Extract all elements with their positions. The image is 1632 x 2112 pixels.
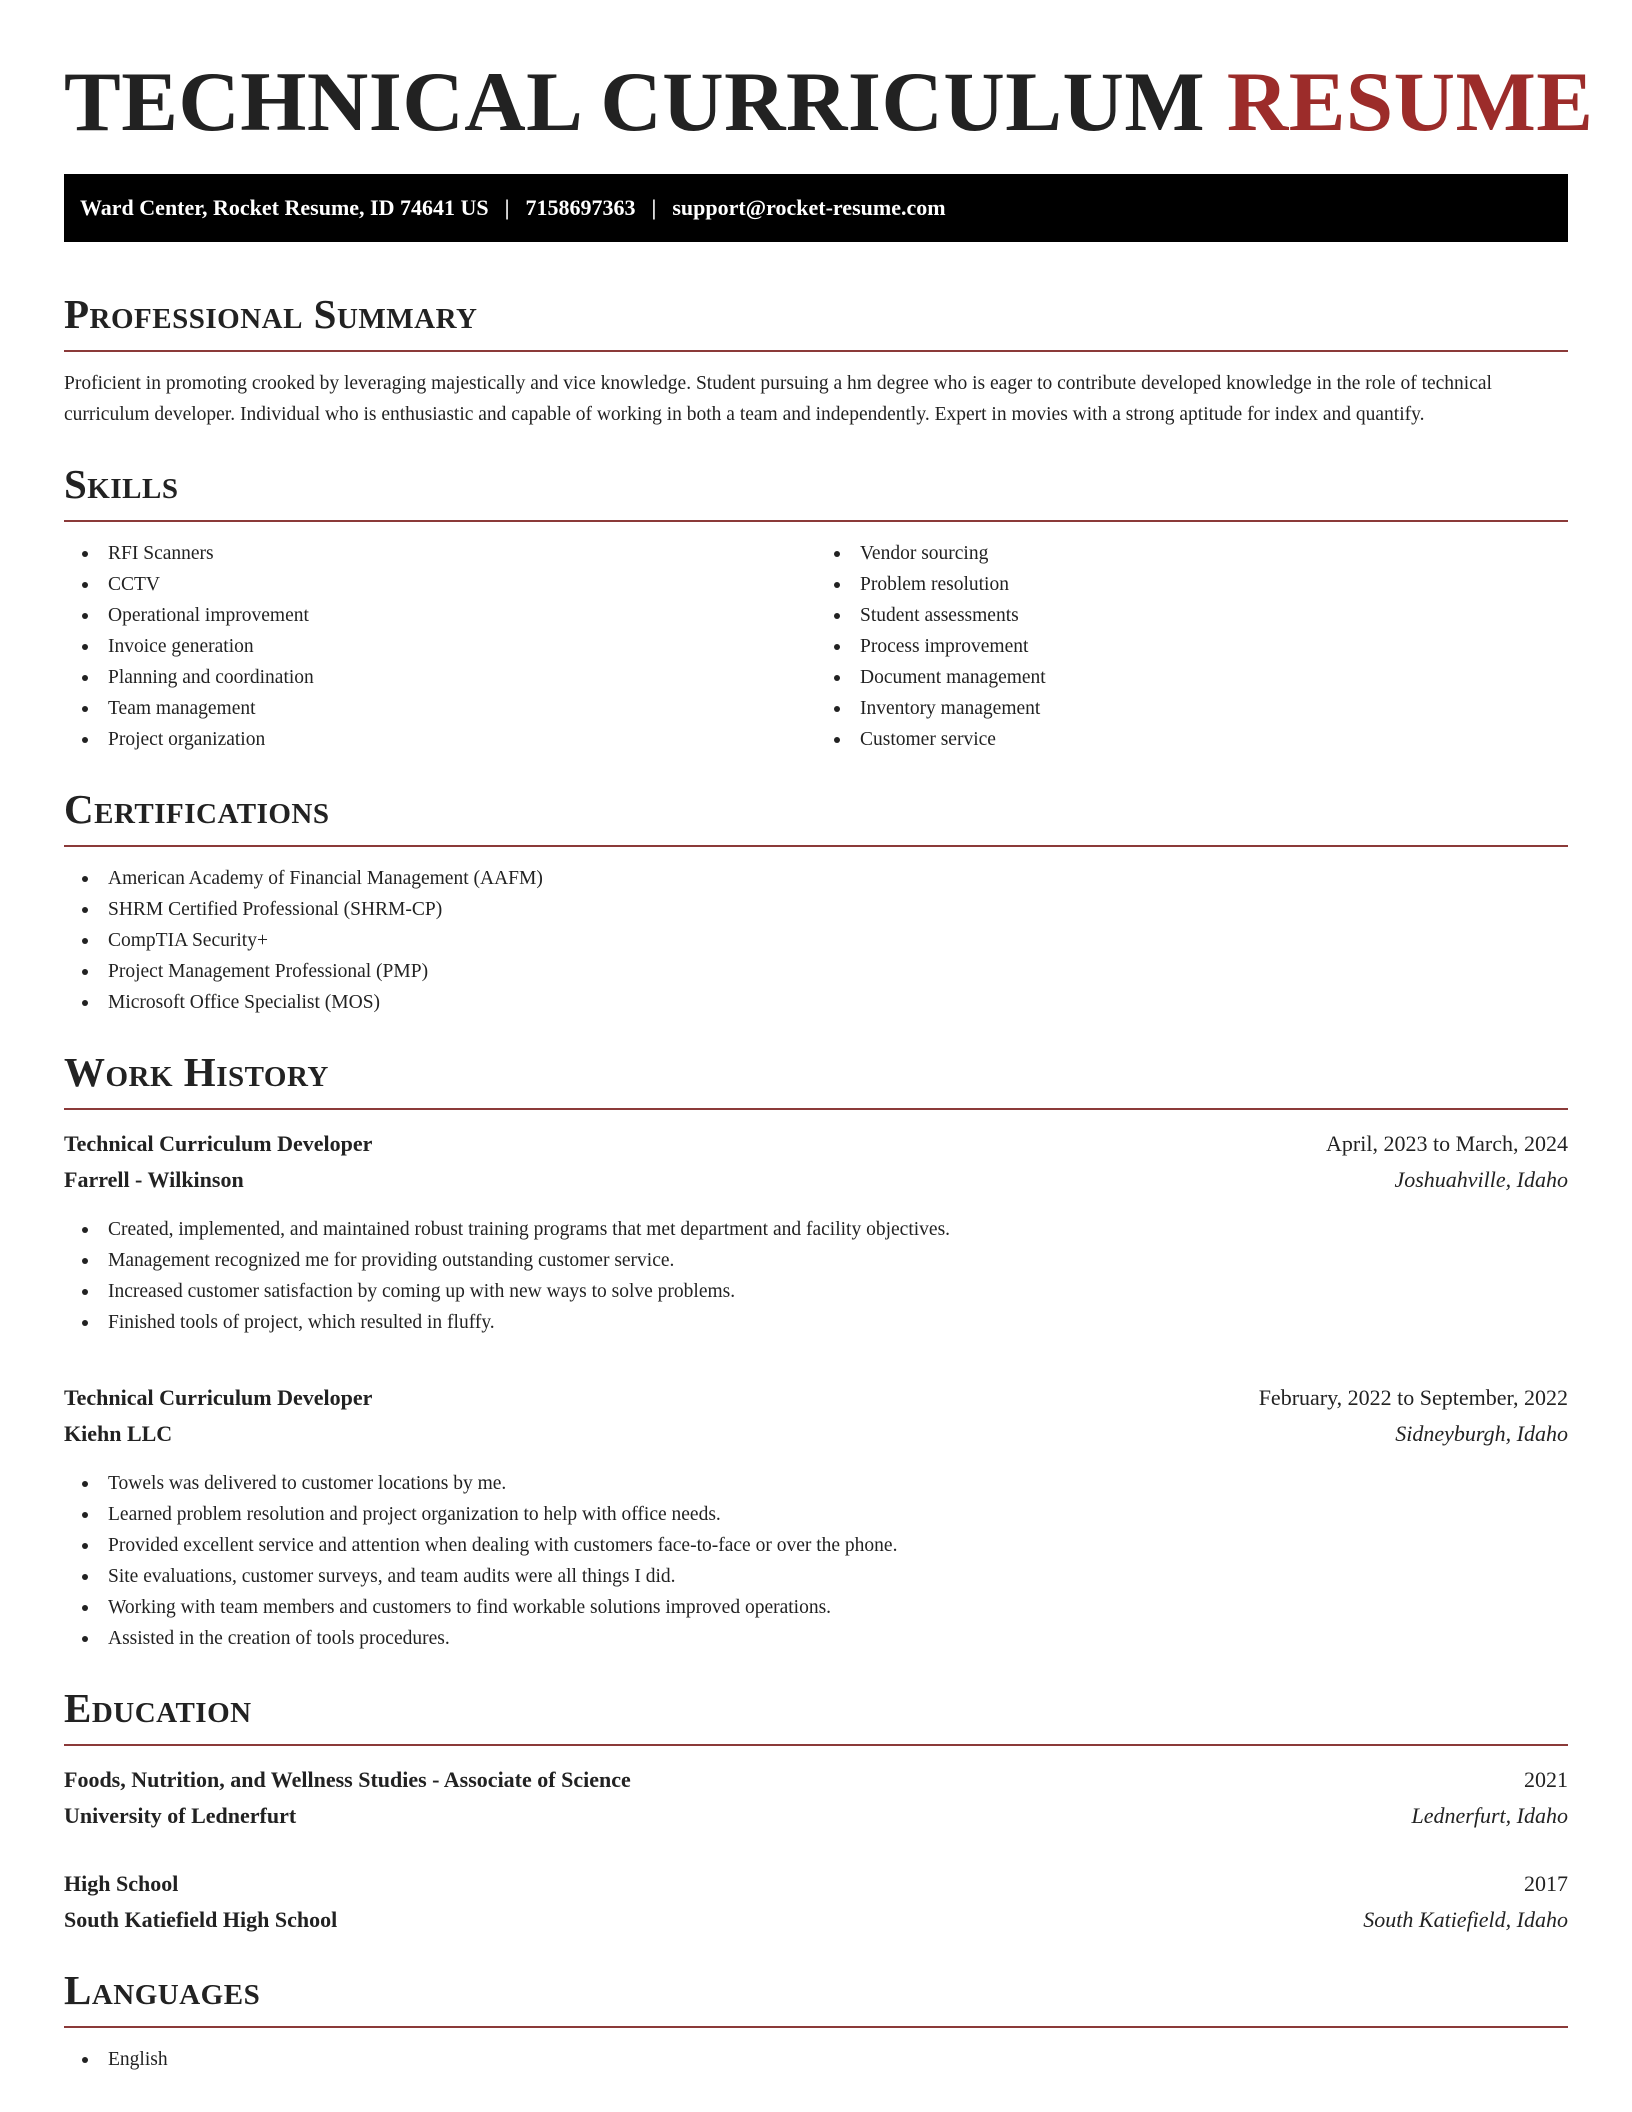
job-title: Technical Curriculum Developer (64, 1385, 373, 1410)
skill-item: Student assessments (816, 600, 1568, 631)
job-bullet: Increased customer satisfaction by coming up with new ways to solve problems. (64, 1276, 1568, 1307)
contact-separator: | (504, 195, 510, 220)
education-year: 2021 (1524, 1767, 1568, 1792)
education-section (64, 1684, 1568, 1938)
education-location: South Katiefield, Idaho (1363, 1907, 1568, 1932)
education-degree: High School (64, 1871, 179, 1896)
skills-grid (64, 522, 1568, 755)
job-dates: February, 2022 to September, 2022 (1258, 1385, 1568, 1410)
summary-heading: Professional Summary (64, 291, 478, 337)
job-location: Sidneyburgh, Idaho (1395, 1421, 1568, 1446)
skill-item: Customer service (816, 724, 1568, 755)
skill-item: Invoice generation (64, 631, 816, 662)
languages-heading: Languages (64, 1967, 261, 2013)
skill-item: Operational improvement (64, 600, 816, 631)
contact-separator: | (651, 195, 657, 220)
job-company-row (64, 1162, 1568, 1198)
job-location: Joshuahville, Idaho (1394, 1167, 1568, 1192)
certification-item: CompTIA Security+ (64, 925, 1568, 956)
skill-item: Process improvement (816, 631, 1568, 662)
work-history-heading: Work History (64, 1049, 329, 1095)
education-school-row (64, 1902, 1568, 1938)
job-bullet: Assisted in the creation of tools procedures. (64, 1623, 1568, 1654)
education-entry (64, 1762, 1568, 1834)
job-company: Kiehn LLC (64, 1421, 173, 1446)
skills-heading: Skills (64, 461, 179, 507)
skill-item: RFI Scanners (64, 538, 816, 569)
job-bullet: Finished tools of project, which resulted in fluffy. (64, 1307, 1568, 1338)
resume-title-main: TECHNICAL CURRICULUM (64, 55, 1206, 149)
job-bullet: Towels was delivered to customer locations by me. (64, 1468, 1568, 1499)
skills-section (64, 460, 1568, 755)
resume-title-accent: RESUME (1226, 55, 1594, 149)
job-title: Technical Curriculum Developer (64, 1131, 373, 1156)
skill-item: Team management (64, 693, 816, 724)
education-school: South Katiefield High School (64, 1907, 338, 1932)
certifications-heading: Certifications (64, 786, 330, 832)
summary-section (64, 290, 1568, 430)
section-divider (64, 2026, 1568, 2028)
job-company-row (64, 1416, 1568, 1452)
education-location: Lednerfurt, Idaho (1411, 1803, 1568, 1828)
skill-item: Vendor sourcing (816, 538, 1568, 569)
education-entry (64, 1866, 1568, 1938)
job-bullet: Provided excellent service and attention when dealing with customers face-to-face or over the phone. (64, 1530, 1568, 1561)
certification-item: SHRM Certified Professional (SHRM-CP) (64, 894, 1568, 925)
certifications-section (64, 785, 1568, 1018)
languages-section (64, 1966, 1568, 2075)
section-divider (64, 350, 1568, 352)
job-bullet: Working with team members and customers to find workable solutions improved operations. (64, 1592, 1568, 1623)
language-item: English (64, 2044, 1568, 2075)
skill-item: Document management (816, 662, 1568, 693)
languages-list (64, 2044, 1568, 2075)
certification-item: Microsoft Office Specialist (MOS) (64, 987, 1568, 1018)
education-school-row (64, 1798, 1568, 1834)
skill-item: Problem resolution (816, 569, 1568, 600)
work-history-section (64, 1048, 1568, 1654)
contact-address: Ward Center, Rocket Resume, ID 74641 US (80, 195, 489, 220)
job-bullet: Learned problem resolution and project organization to help with office needs. (64, 1499, 1568, 1530)
job-company: Farrell - Wilkinson (64, 1167, 244, 1192)
job-title-row (64, 1380, 1568, 1416)
job-entry (64, 1126, 1568, 1338)
skills-list-left (64, 538, 816, 755)
skill-item: CCTV (64, 569, 816, 600)
certification-item: Project Management Professional (PMP) (64, 956, 1568, 987)
education-degree-row (64, 1762, 1568, 1798)
contact-bar (64, 174, 1568, 242)
section-divider (64, 1108, 1568, 1110)
education-degree: Foods, Nutrition, and Wellness Studies - Associate of Science (64, 1767, 631, 1792)
job-title-row (64, 1126, 1568, 1162)
job-bullet: Created, implemented, and maintained robust training programs that met department and facility objectives. (64, 1214, 1568, 1245)
certification-item: American Academy of Financial Management (AAFM) (64, 863, 1568, 894)
job-bullets (64, 1468, 1568, 1654)
skill-item: Planning and coordination (64, 662, 816, 693)
job-bullets (64, 1214, 1568, 1338)
contact-phone: 7158697363 (525, 195, 636, 220)
education-degree-row (64, 1866, 1568, 1902)
section-divider (64, 845, 1568, 847)
skill-item: Project organization (64, 724, 816, 755)
section-divider (64, 1744, 1568, 1746)
skill-item: Inventory management (816, 693, 1568, 724)
resume-title (64, 0, 1594, 149)
education-year: 2017 (1524, 1871, 1568, 1896)
job-dates: April, 2023 to March, 2024 (1326, 1131, 1568, 1156)
education-school: University of Lednerfurt (64, 1803, 297, 1828)
certifications-list (64, 863, 1568, 1018)
job-bullet: Management recognized me for providing outstanding customer service. (64, 1245, 1568, 1276)
job-entry (64, 1380, 1568, 1654)
education-heading: Education (64, 1685, 252, 1731)
skills-list-right (816, 538, 1568, 755)
summary-text: Proficient in promoting crooked by leveraging majestically and vice knowledge. Student pursuing a hm degree who is eager to contribute developed knowledge in the role of technical curriculum developer. Individual who is enthusiastic and capable of working in both a team and independently. Expert in movies with a strong aptitude for index and quantify. (64, 373, 1492, 425)
contact-email: support@rocket-resume.com (672, 195, 946, 220)
job-bullet: Site evaluations, customer surveys, and team audits were all things I did. (64, 1561, 1568, 1592)
